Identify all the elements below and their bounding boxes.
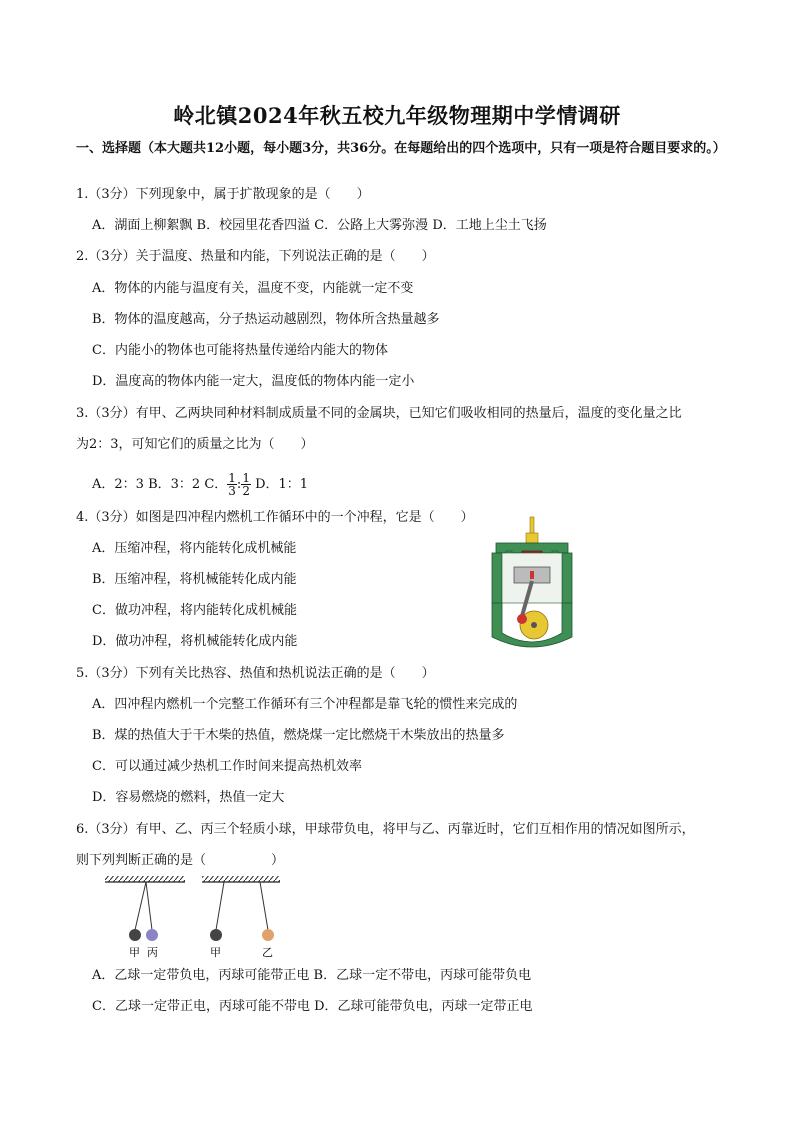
ball-jia-left — [129, 929, 141, 941]
question-3-options — [92, 472, 308, 497]
page-title: 岭北镇2024年秋五校九年级物理期中学情调研 — [173, 103, 621, 128]
q1-option-c[interactable]: C．公路上大雾弥漫 — [314, 218, 429, 233]
question-5-stem: 5.（3分）下列有关比热容、热值和热机说法正确的是（ ） — [76, 666, 435, 681]
q2-option-d[interactable]: D．温度高的物体内能一定大，温度低的物体内能一定小 — [92, 374, 415, 389]
question-1-stem: 1.（3分）下列现象中，属于扩散现象的是（ ） — [76, 187, 370, 202]
q1-option-a[interactable]: A．湖面上柳絮飘 — [92, 218, 193, 233]
ball-yi — [262, 929, 274, 941]
q5-option-d[interactable]: D．容易燃烧的燃料，热值一定大 — [92, 790, 285, 805]
q2-option-a[interactable]: A．物体的内能与温度有关，温度不变，内能就一定不变 — [92, 281, 414, 296]
question-3-stem-line2: 为2：3，可知它们的质量之比为（ ） — [76, 437, 314, 452]
q5-option-b[interactable]: B．煤的热值大于干木柴的热值，燃烧煤一定比燃烧干木柴放出的热量多 — [92, 728, 505, 743]
question-6-stem-line2: 则下列判断正确的是（ ） — [76, 853, 285, 868]
q3-option-d[interactable]: D．1：1 — [255, 477, 309, 492]
q6-option-d[interactable]: D．乙球可能带负电，丙球一定带正电 — [314, 999, 533, 1014]
spark-plug-icon — [530, 517, 534, 535]
q4-option-c[interactable]: C．做功冲程，将内能转化成机械能 — [92, 603, 297, 618]
label-yi: 乙 — [262, 946, 273, 959]
q6-option-a[interactable]: A．乙球一定带负电，丙球可能带正电 — [92, 968, 310, 983]
q2-option-b[interactable]: B．物体的温度越高，分子热运动越剧烈，物体所含热量越多 — [92, 312, 440, 327]
q6-option-c[interactable]: C．乙球一定带正电，丙球可能不带电 — [92, 999, 310, 1014]
q3-option-c[interactable] — [204, 471, 255, 498]
q5-option-a[interactable]: A．四冲程内燃机一个完整工作循环有三个冲程都是靠飞轮的惯性来完成的 — [92, 697, 518, 712]
q1-option-d[interactable]: D．工地上尘土飞扬 — [432, 218, 547, 233]
q6-option-b[interactable]: B．乙球一定不带电，丙球可能带负电 — [313, 968, 532, 983]
fraction-separator: : — [236, 477, 242, 492]
ball-bing — [146, 929, 158, 941]
ceiling-right — [202, 876, 280, 882]
fraction-one-third: $\frac{1}{3}$ — [228, 471, 236, 498]
ball-jia-right — [210, 929, 222, 941]
q3-option-b[interactable]: B．3：2 — [148, 477, 201, 492]
question-6-stem-line1: 6.（3分）有甲、乙、丙三个轻质小球，甲球带负电，将甲与乙、丙靠近时，它们互相作用的情况如图所示， — [76, 822, 695, 837]
q4-option-b[interactable]: B．压缩冲程，将机械能转化成内能 — [92, 572, 297, 587]
label-jia-left: 甲 — [129, 946, 140, 959]
ceiling-left — [105, 876, 185, 882]
question-2-stem: 2.（3分）关于温度、热量和内能，下列说法正确的是（ ） — [76, 249, 435, 264]
fraction-one-half: $\frac{1}{2}$ — [242, 471, 250, 498]
question-6-options-row2 — [92, 998, 533, 1016]
q3-option-c-label: C． — [204, 477, 228, 492]
q4-option-a[interactable]: A．压缩冲程，将内能转化成机械能 — [92, 541, 297, 556]
q3-option-a[interactable]: A．2：3 — [92, 477, 144, 492]
question-1-options — [92, 217, 547, 235]
q5-option-c[interactable]: C．可以通过减少热机工作时间来提高热机效率 — [92, 759, 362, 774]
label-bing: 丙 — [147, 946, 158, 959]
q2-option-c[interactable]: C．内能小的物体也可能将热量传递给内能大的物体 — [92, 343, 388, 358]
q1-option-b[interactable]: B．校园里花香四溢 — [196, 218, 311, 233]
engine-diagram — [490, 515, 574, 650]
charged-balls-diagram — [100, 868, 290, 963]
question-3-stem-line1: 3.（3分）有甲、乙两块同种材料制成质量不同的金属块，已知它们吸收相同的热量后，温度的变化量之比 — [76, 406, 682, 421]
q4-option-d[interactable]: D．做功冲程，将机械能转化成内能 — [92, 634, 298, 649]
label-jia-right: 甲 — [210, 946, 221, 959]
section-heading: 一、选择题（本大题共12小题，每小题3分，共36分。在每题给出的四个选项中，只有一项是符合题目要求的。） — [76, 141, 726, 156]
question-4-stem: 4.（3分）如图是四冲程内燃机工作循环中的一个冲程，它是（ ） — [76, 510, 474, 525]
question-6-options-row1 — [92, 967, 531, 985]
